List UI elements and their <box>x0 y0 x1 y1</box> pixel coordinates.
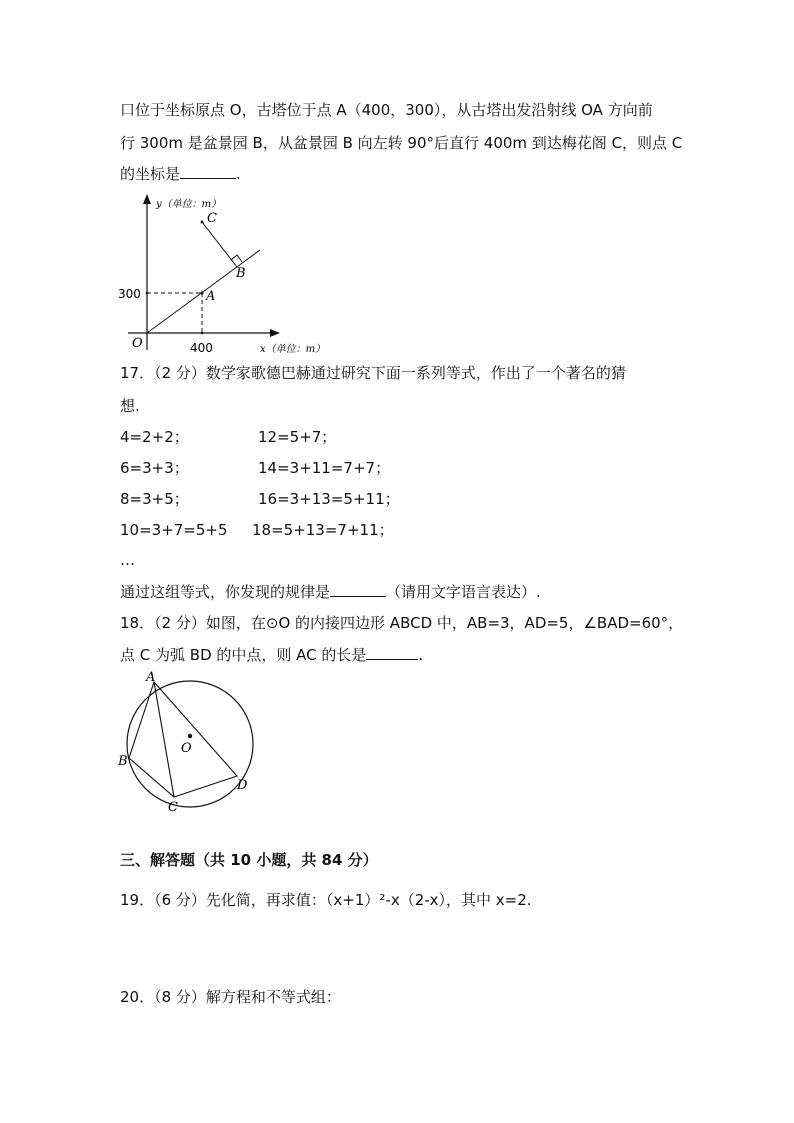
q16-line-2: 行 300m 是盆景园 B，从盆景园 B 向左转 90°后直行 400m 到达梅花阁 C，则点 C <box>120 134 683 152</box>
q17-line-2: 想. <box>120 397 140 415</box>
label-c: C <box>168 800 178 815</box>
q18-line-2-prefix: 点 C 为弧 BD 的中点，则 AC 的长是 <box>120 646 367 664</box>
coordinate-figure <box>110 190 350 360</box>
q17-conclusion <box>120 582 541 602</box>
q16-line-3-prefix: 的坐标是 <box>120 165 181 183</box>
q20-text: 20．（8 分）解方程和不等式组： <box>120 988 341 1006</box>
equation-right-4: 18=5+13=7+11； <box>252 521 394 539</box>
y-axis-label: y（单位：m） <box>156 199 222 210</box>
q17-conclusion-suffix: （请用文字语言表达）. <box>386 583 541 601</box>
tick-y-dot <box>146 292 149 295</box>
tick-y-label: 300 <box>118 287 141 301</box>
tick-x-dot <box>201 332 204 335</box>
q17-conclusion-prefix: 通过这组等式，你发现的规律是 <box>120 583 331 601</box>
q17-line-1: 17．（2 分）数学家歌德巴赫通过研究下面一系列等式，作出了一个著名的猜 <box>120 364 626 382</box>
segment-bc <box>202 222 237 267</box>
equation-right-2: 14=3+11=7+7； <box>258 459 391 477</box>
tick-x-label: 400 <box>190 341 213 355</box>
equation-right-1: 12=5+7； <box>258 428 337 446</box>
center-dot <box>188 734 192 738</box>
point-a-dot <box>201 292 204 295</box>
equation-left-2: 6=3+3； <box>120 459 189 477</box>
diagonal-ac <box>154 682 174 797</box>
label-b: B <box>118 754 128 769</box>
equation-left-4: 10=3+7=5+5 <box>120 521 228 539</box>
point-c-label: C <box>207 211 217 226</box>
point-b-label: B <box>236 266 246 281</box>
q18-line-1: 18．（2 分）如图，在⊙O 的内接四边形 ABCD 中，AB=3，AD=5，∠BAD=60°， <box>120 614 684 632</box>
x-axis-arrow <box>270 329 280 337</box>
circle-figure <box>112 668 262 816</box>
point-c-dot <box>201 221 204 224</box>
y-axis-arrow <box>143 194 151 204</box>
x-axis-label: x（单位：m） <box>260 344 326 355</box>
ellipsis: … <box>120 551 135 569</box>
label-d: D <box>237 778 248 793</box>
answer-blank-17 <box>330 582 386 597</box>
q18-line-2-suffix: . <box>418 646 424 664</box>
q18-line-2 <box>120 645 423 665</box>
point-a-label: A <box>206 289 216 304</box>
q16-line-3 <box>120 164 241 184</box>
q19-text: 19．（6 分）先化简，再求值：（x+1）²-x（2-x），其中 x=2. <box>120 891 532 909</box>
answer-blank-18 <box>366 645 418 660</box>
origin-label: O <box>132 336 143 351</box>
ray-oa <box>147 250 260 333</box>
answer-blank-16 <box>180 164 236 179</box>
equation-left-1: 4=2+2； <box>120 428 189 446</box>
section-heading: 三、解答题（共 10 小题，共 84 分） <box>120 851 378 869</box>
label-o: O <box>181 741 192 756</box>
equation-left-3: 8=3+5； <box>120 490 189 508</box>
q16-line-1: 口位于坐标原点 O，古塔位于点 A（400，300），从古塔出发沿射线 OA 方向前 <box>120 101 653 119</box>
equation-right-3: 16=3+13=5+11； <box>258 490 400 508</box>
q16-line-3-suffix: . <box>236 165 241 183</box>
label-a: A <box>146 670 156 685</box>
